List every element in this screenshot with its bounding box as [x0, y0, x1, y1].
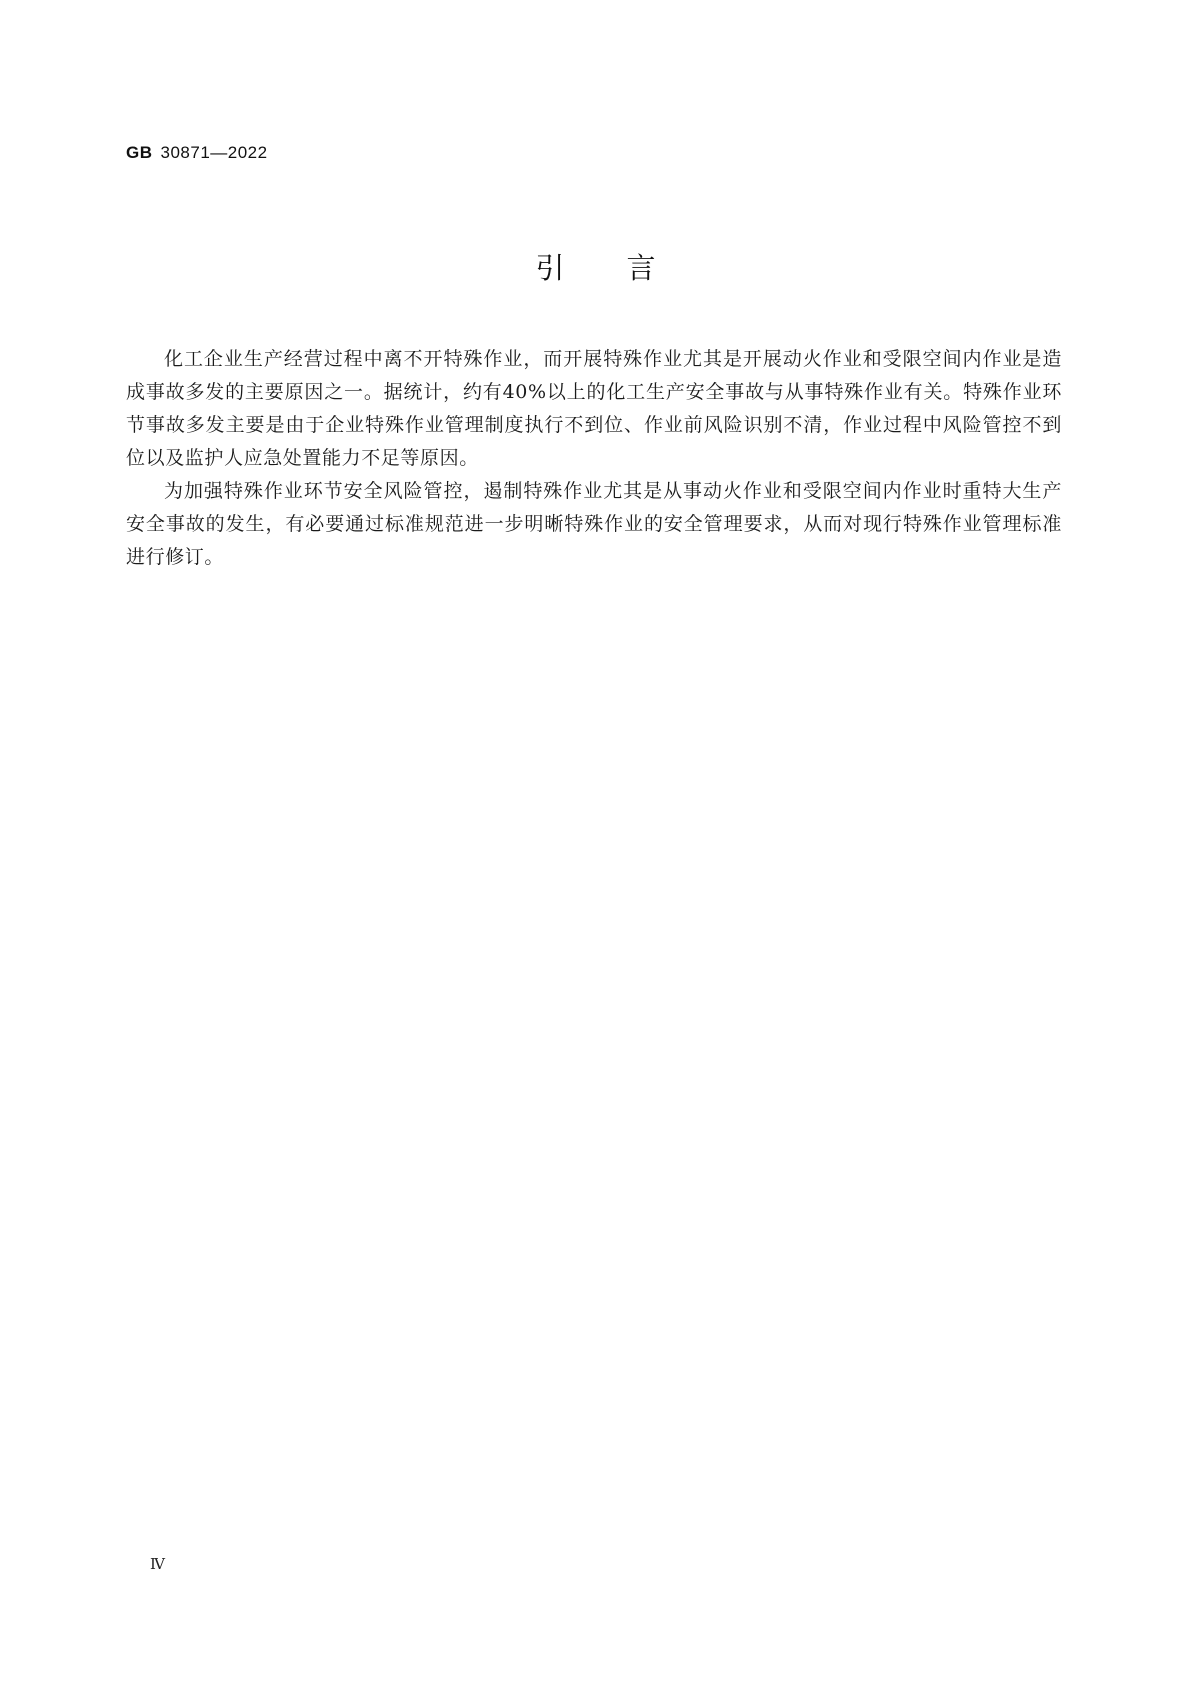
paragraph-1: 化工企业生产经营过程中离不开特殊作业，而开展特殊作业尤其是开展动火作业和受限空间内作业是造成事故多发的主要原因之一。据统计，约有40%以上的化工生产安全事故与从事特殊作业有关。特殊作业环节事故多发主要是由于企业特殊作业管理制度执行不到位、作业前风险识别不清，作业过程中风险管控不到位以及监护人应急处置能力不足等原因。	[126, 348, 1062, 469]
page-number: Ⅳ	[150, 1555, 165, 1573]
standard-number: 30871—2022	[160, 143, 268, 162]
body-text	[126, 343, 1062, 574]
section-title: 引言	[535, 251, 718, 285]
paragraph-2: 为加强特殊作业环节安全风险管控，遏制特殊作业尤其是从事动火作业和受限空间内作业时重特大生产安全事故的发生，有必要通过标准规范进一步明晰特殊作业的安全管理要求，从而对现行特殊作业管理标准进行修订。	[126, 480, 1062, 568]
standard-code	[126, 143, 268, 163]
standard-prefix: GB	[126, 143, 153, 162]
